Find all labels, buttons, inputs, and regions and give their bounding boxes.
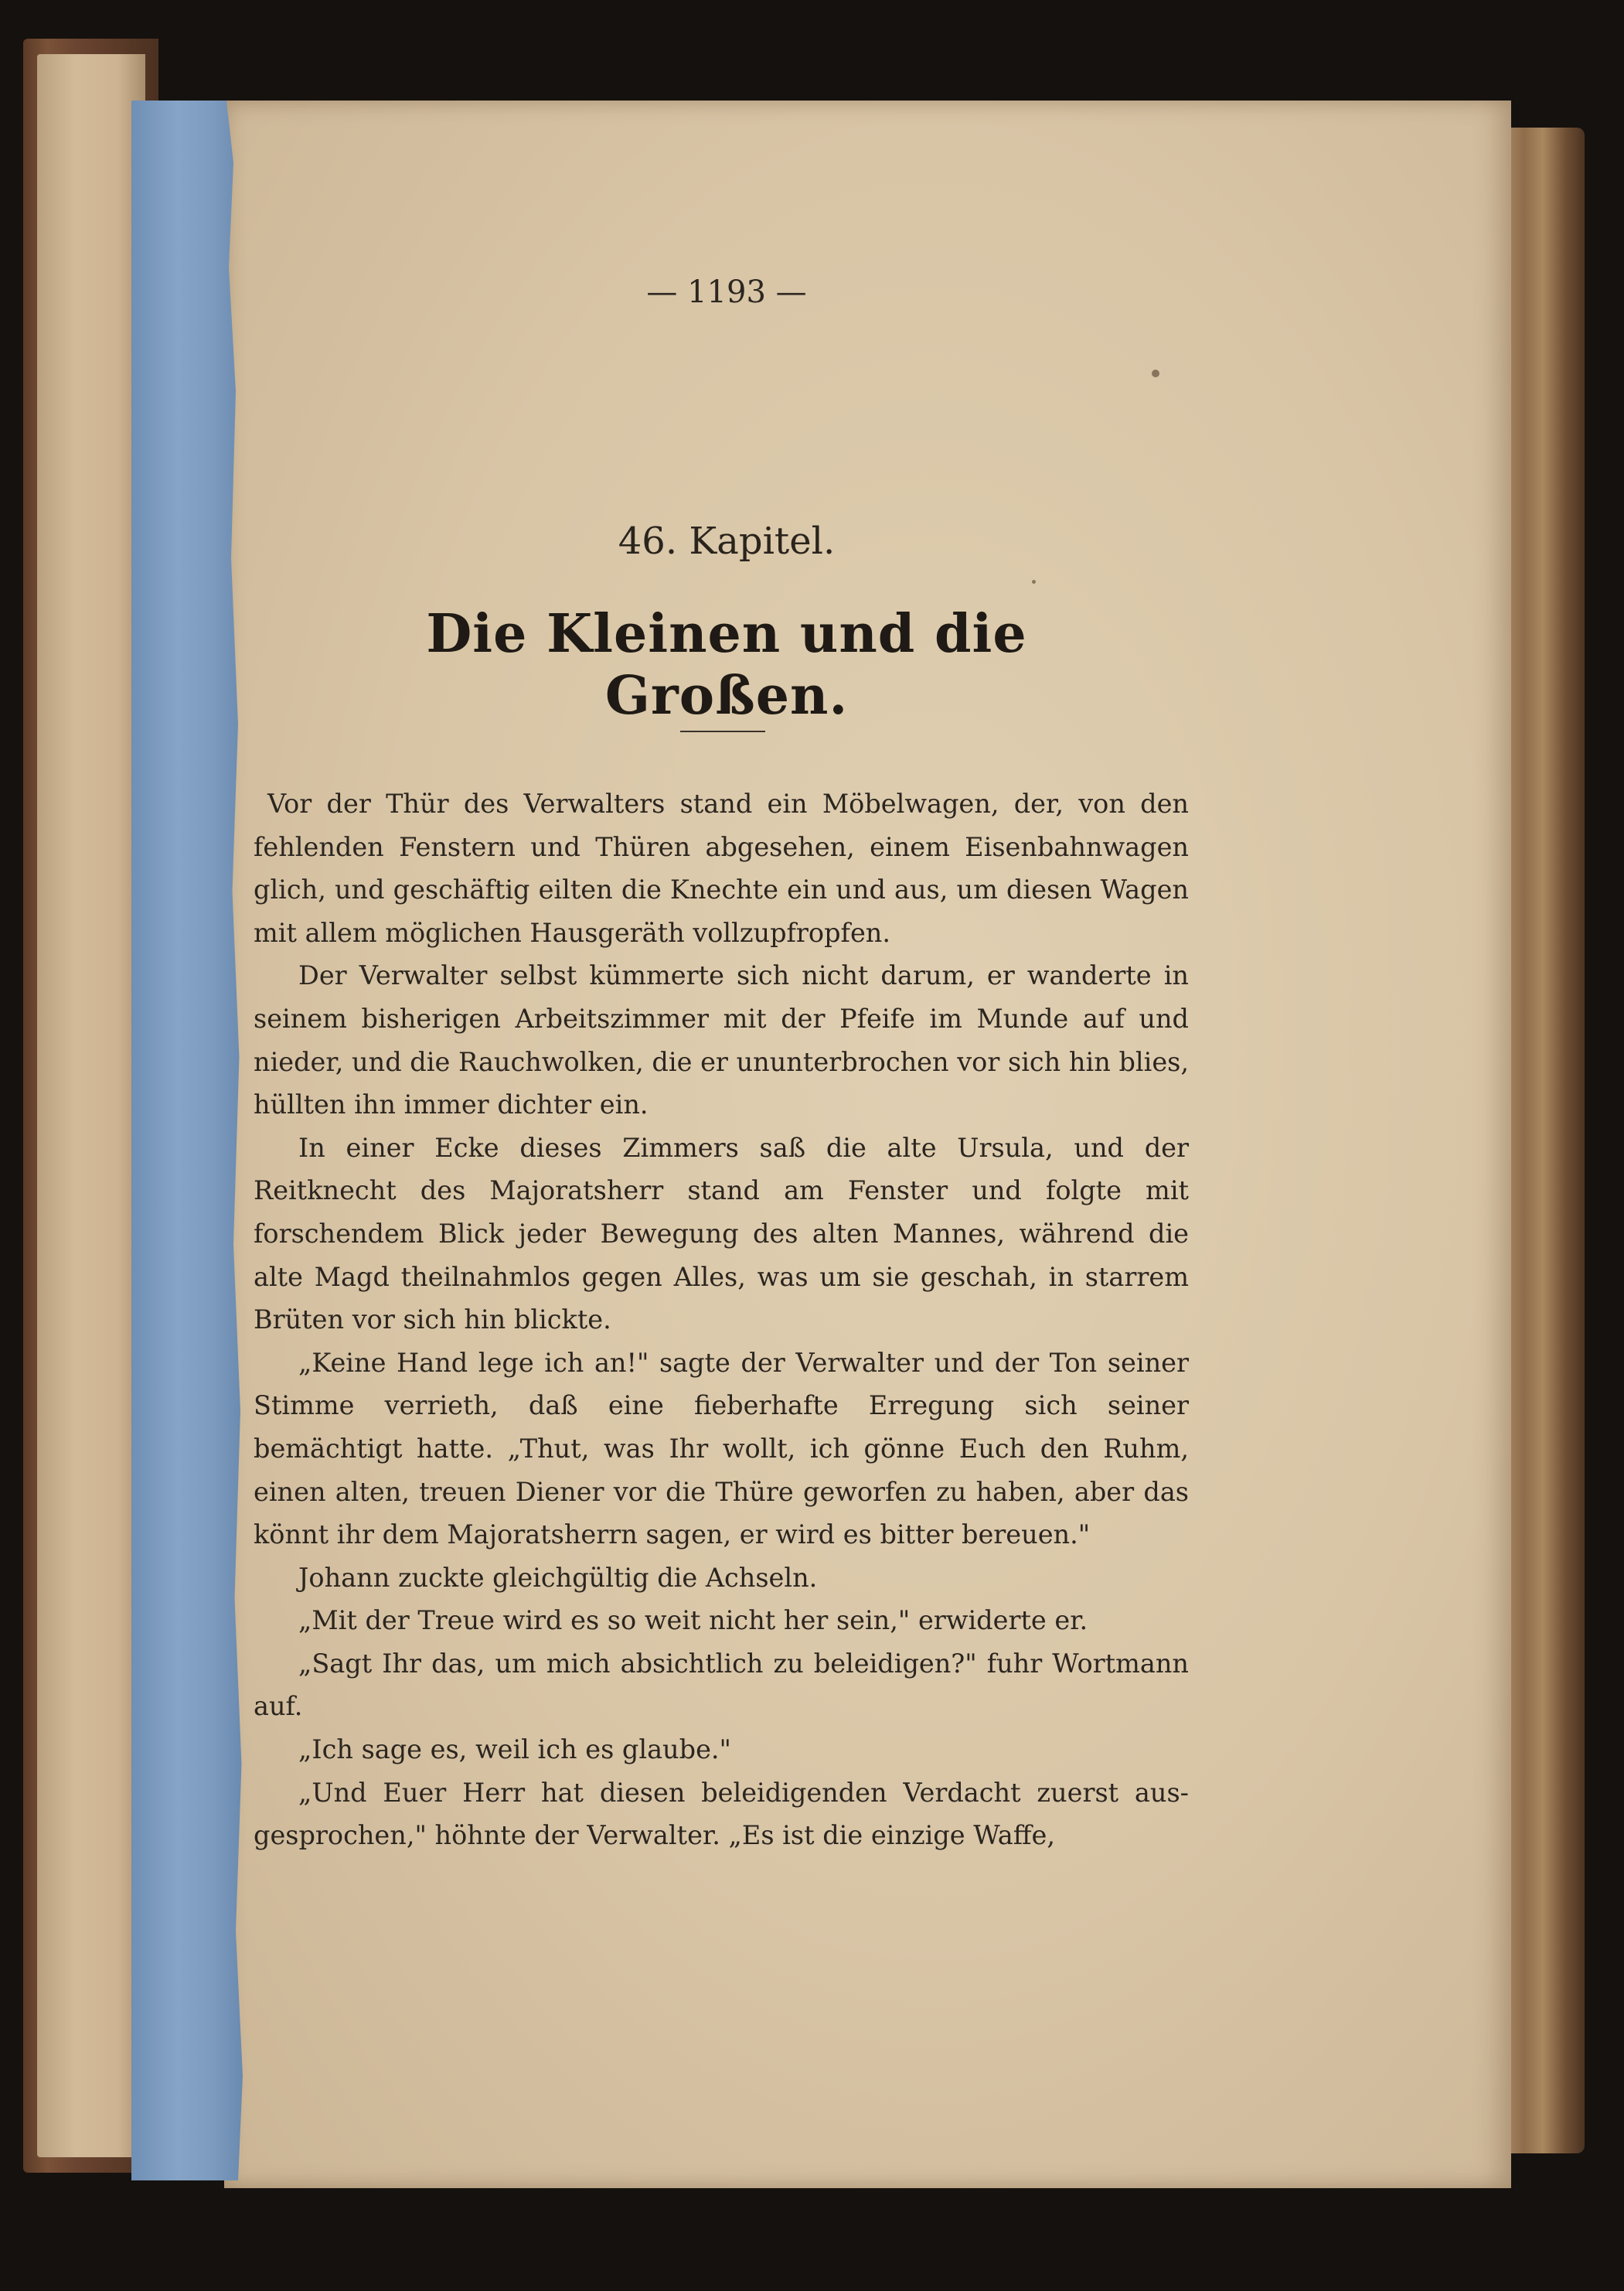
paragraph: „Ich sage es, weil ich es glaube." <box>298 1734 731 1765</box>
paragraph: „Sagt Ihr das, um mich absichtlich zu beleidigen?" fuhr Wortmann auf. <box>254 1648 1189 1722</box>
paragraph: „Und Euer Herr hat diesen beleidigenden Verdacht zuerst ausgesprochen," höhnte der Verwalter. „Es ist die einzige Waffe, <box>254 1777 1189 1851</box>
paragraph: In einer Ecke dieses Zimmers saß die alte Ursula, und der Reitknecht des Majoratsherr stand am Fenster und folgte mit forschendem Blick jeder Bewegung des alten Mannes, während die alte Magd theilnahmlos gegen Alles, was um sie geschah, in starrem Brüten vor sich hin blickte. <box>254 1132 1189 1335</box>
paragraph: „Keine Hand lege ich an!" sagte der Verwalter und der Ton seiner Stimme verrieth, daß eine fieberhafte Erregung sich seiner bemächtigt hatte. „Thut, was Ihr wollt, ich gönne Euch den Ruhm, einen alten, treuen Diener vor die Thüre geworfen zu haben, aber das könnt ihr dem Majoratsherrn sagen, er wird es bitter bereuen." <box>254 1347 1189 1550</box>
title-divider-rule <box>680 731 765 732</box>
paragraph: „Mit der Treue wird es so weit nicht her sein," erwiderte er. <box>298 1605 1088 1636</box>
paper-speck <box>1152 370 1159 377</box>
blue-binding-strip <box>131 101 247 2180</box>
paragraph: Der Verwalter selbst kümmerte sich nicht darum, er wanderte in seinem bisherigen Arbeitszimmer mit der Pfeife im Munde auf und nieder, und die Rauchwolken, die er ununterbrochen vor sich hin blies, hüllten ihn immer dichter ein. <box>254 960 1189 1120</box>
chapter-title: Die Kleinen und die Großen. <box>426 603 1027 727</box>
paragraph: Johann zuckte gleichgültig die Achseln. <box>298 1562 818 1593</box>
chapter-label: 46. Kapitel. <box>618 520 836 563</box>
paper-speck <box>1032 580 1036 584</box>
paragraph: Vor der Thür des Verwalters stand ein Möbelwagen, der, von den fehlenden Fenstern und Thüren abgesehen, einem Eisenbahnwagen glich, und geschäftig eilten die Knechte ein und aus, um diesen Wagen mit allem möglichen Hausgeräth vollzupfropfen. <box>254 789 1189 948</box>
body-text <box>254 782 1189 1857</box>
page-number: — 1193 — <box>646 274 807 310</box>
left-page-edge <box>37 54 145 2157</box>
